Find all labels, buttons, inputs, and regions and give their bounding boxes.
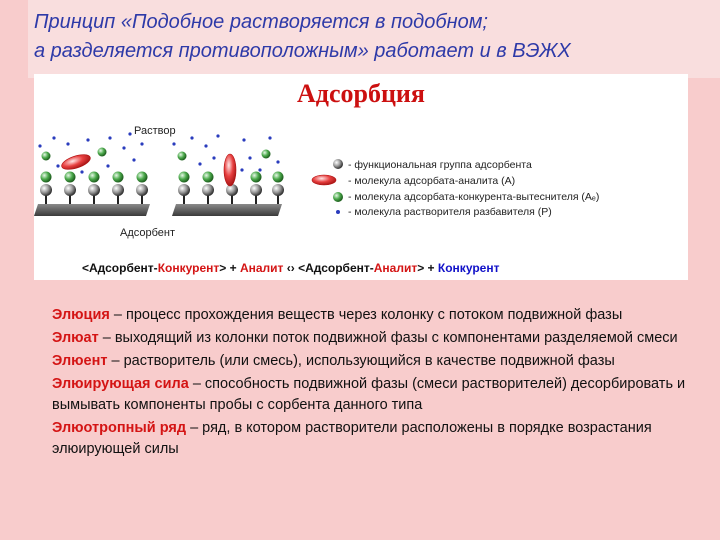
competitor-sphere-icon (41, 172, 52, 183)
definition-item (52, 418, 712, 460)
functional-group-sphere-icon (112, 184, 124, 196)
competitor-sphere-icon (137, 172, 148, 183)
definition-term: Элюент (52, 353, 108, 369)
definition-text: – растворитель (или смесь), использующийся в качестве подвижной фазы (107, 353, 615, 369)
definition-term: Элюотропный ряд (52, 420, 187, 436)
functional-group-sphere-icon (178, 184, 190, 196)
green-sphere-icon (333, 192, 343, 202)
definition-text: – процесс прохождения веществ через колонку с потоком подвижной фазы (109, 307, 623, 323)
right-adsorption-panel (172, 134, 284, 216)
definition-item (52, 374, 712, 416)
figure-heading: Адсорбция (297, 79, 425, 108)
definition-term: Элюция (52, 307, 110, 323)
legend-item: - молекула растворителя разбавителя (P) (348, 206, 552, 218)
functional-group-sphere-icon (202, 184, 214, 196)
label-solution: Раствор (134, 125, 176, 137)
definition-item (52, 351, 712, 372)
competitor-sphere-icon (98, 148, 107, 157)
definitions-list (52, 305, 712, 462)
competitor-sphere-icon (113, 172, 124, 183)
definition-term: Элюирующая сила (52, 376, 189, 392)
analyte-molecule-icon (224, 154, 236, 186)
definition-term: Элюат (52, 330, 99, 346)
functional-group-sphere-icon (40, 184, 52, 196)
competitor-sphere-icon (178, 152, 187, 161)
legend-item: - молекула адсорбата-конкурента-вытеснителя (Aₑ) (348, 191, 600, 203)
slide-title-line-2: а разделяется противоположным» работает и в ВЭЖХ (34, 40, 571, 62)
legend-item: - молекула адсорбата-аналита (A) (348, 175, 516, 187)
exchange-equation: <Адсорбент-Конкурент> + Аналит ‹› <Адсорбент-Аналит> + Конкурент (82, 261, 500, 275)
left-adsorption-panel (34, 132, 150, 216)
competitor-sphere-icon (262, 150, 271, 159)
left-adsorbent-plate (34, 204, 150, 216)
definition-text: – ряд, в котором растворители расположены в порядке возрастания элюирующей силы (52, 420, 652, 457)
figure-legend (312, 159, 599, 218)
competitor-sphere-icon (89, 172, 100, 183)
competitor-sphere-icon (251, 172, 262, 183)
functional-group-sphere-icon (226, 184, 238, 196)
blue-dot-icon (336, 210, 340, 214)
slide-title-line-1: Принцип «Подобное растворяется в подобном; (34, 11, 488, 33)
adsorption-diagram (34, 74, 688, 280)
functional-group-sphere-icon (272, 184, 284, 196)
definition-text: – способность подвижной фазы (смеси растворителей) десорбировать и вымывать компоненты пробы с сорбента данного типа (52, 376, 686, 413)
slide-title (34, 8, 714, 66)
red-ellipse-icon (312, 175, 336, 185)
adsorption-figure (34, 74, 688, 280)
label-adsorbent: Адсорбент (120, 227, 176, 239)
right-adsorbent-plate (172, 204, 282, 216)
functional-group-sphere-icon (64, 184, 76, 196)
competitor-sphere-icon (42, 152, 51, 161)
competitor-sphere-icon (179, 172, 190, 183)
analyte-molecule-icon (60, 152, 92, 173)
competitor-sphere-icon (273, 172, 284, 183)
competitor-sphere-icon (203, 172, 214, 183)
competitor-sphere-icon (65, 172, 76, 183)
legend-item: - функциональная группа адсорбента (348, 159, 532, 171)
gray-sphere-icon (333, 159, 343, 169)
functional-group-sphere-icon (88, 184, 100, 196)
definition-item (52, 305, 712, 326)
functional-group-sphere-icon (136, 184, 148, 196)
definition-item (52, 328, 712, 349)
functional-group-sphere-icon (250, 184, 262, 196)
definition-text: – выходящий из колонки поток подвижной фазы с компонентами разделяемой смеси (98, 330, 678, 346)
